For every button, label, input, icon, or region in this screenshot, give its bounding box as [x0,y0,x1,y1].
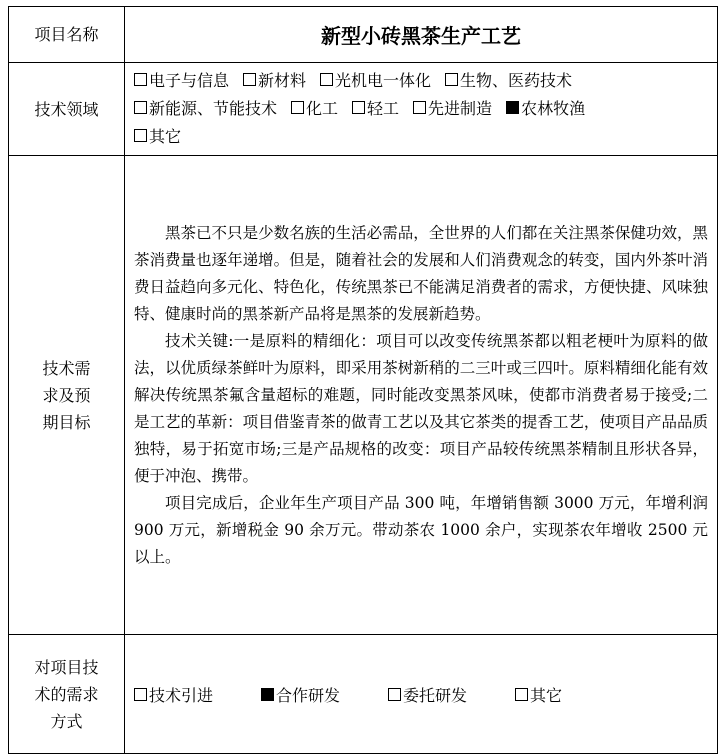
needs-label [9,156,125,635]
needs-label-line: 求及预 [42,385,91,405]
project-form [8,6,718,754]
field-option-label: 化工 [306,99,339,118]
field-option-label: 电子与信息 [149,71,230,90]
field-option-optomechatronics [320,67,431,95]
checkbox-icon [445,73,458,86]
field-option-new-materials [243,67,306,95]
field-option-advanced-manufacturing [413,95,492,123]
field-option-electronics [134,67,229,95]
mode-option-other [515,683,562,706]
checkbox-icon [413,101,426,114]
mode-label-line: 方式 [50,711,83,731]
field-option-label: 其它 [149,127,182,146]
needs-content [125,156,718,635]
mode-option-tech-import [134,683,213,706]
checkbox-icon [134,101,147,114]
checkbox-icon [243,73,256,86]
tech-field-label: 技术领域 [9,63,125,156]
needs-label-line: 期目标 [42,412,91,432]
checkbox-icon [291,101,304,114]
field-option-label: 生物、医药技术 [460,71,573,90]
checkbox-checked-icon [506,101,519,114]
checkbox-icon [320,73,333,86]
checkbox-checked-icon [261,688,274,701]
needs-row [9,156,718,635]
field-option-bio-medicine [445,67,572,95]
field-option-light-industry [352,95,399,123]
field-option-label: 新能源、节能技术 [149,99,278,118]
mode-label-line: 对项目技 [34,657,99,677]
needs-label-line: 技术需 [42,358,91,378]
checkbox-icon [352,101,365,114]
project-table [8,6,718,754]
paragraph-background: 黑茶已不只是少数名族的生活必需品，全世界的人们都在关注黑茶保健功效，黑茶消费量也逐年递增。但是，随着社会的发展和人们消费观念的转变，国内外茶叶消费日益趋向多元化、特色化，传统黑茶已不能满足消费者的需求，方便快捷、风味独特、健康时尚的黑茶新产品将是黑茶的发展新趋势。 [134,223,708,323]
mode-option-label: 技术引进 [149,685,214,705]
field-option-new-energy [134,95,277,123]
field-option-label: 先进制造 [428,99,493,118]
mode-option-joint-rd [261,683,340,706]
field-option-other [134,123,181,151]
mode-row [9,635,718,754]
project-name-row [9,7,718,63]
paragraph-outcome: 项目完成后，企业年生产项目产品 300 吨，年增销售额 3000 万元，年增利润 900 万元，新增税金 90 余万元。带动茶农 1000 余户，实现茶农年增收 2500 元以上。 [134,493,708,566]
checkbox-icon [515,688,528,701]
mode-option-commissioned-rd [388,683,467,706]
checkbox-icon [134,129,147,142]
field-option-label: 新材料 [258,71,307,90]
field-option-label: 轻工 [367,99,400,118]
checkbox-icon [134,73,147,86]
field-option-label: 农林牧渔 [521,99,586,118]
mode-option-label: 委托研发 [403,685,468,705]
mode-option-label: 合作研发 [276,685,341,705]
checkbox-icon [134,688,147,701]
field-option-chemical [291,95,338,123]
project-name-value: 新型小砖黑茶生产工艺 [125,7,718,63]
mode-label-line: 术的需求 [34,684,99,704]
tech-field-row [9,63,718,156]
mode-label [9,635,125,754]
field-option-label: 光机电一体化 [335,71,432,90]
mode-options [125,635,718,754]
field-option-agriculture [506,95,585,123]
tech-field-options [125,63,718,156]
mode-option-label: 其它 [530,685,563,705]
checkbox-icon [388,688,401,701]
paragraph-key-tech: 技术关键:一是原料的精细化：项目可以改变传统黑茶都以粗老梗叶为原料的做法，以优质绿茶鲜叶为原料，即采用茶树新稍的二三叶或三四叶。原料精细化能有效解决传统黑茶氟含量超标的难题，同时能改变黑茶风味，使都市消费者易于接受;二是工艺的革新：项目借鉴青茶的做青工艺以及其它茶类的提香工艺，使项目产品品质独特，易于拓宽市场;三是产品规格的改变：项目产品较传统黑茶精制且形状各异，便于冲泡、携带。 [134,331,708,485]
project-name-label: 项目名称 [9,7,125,63]
